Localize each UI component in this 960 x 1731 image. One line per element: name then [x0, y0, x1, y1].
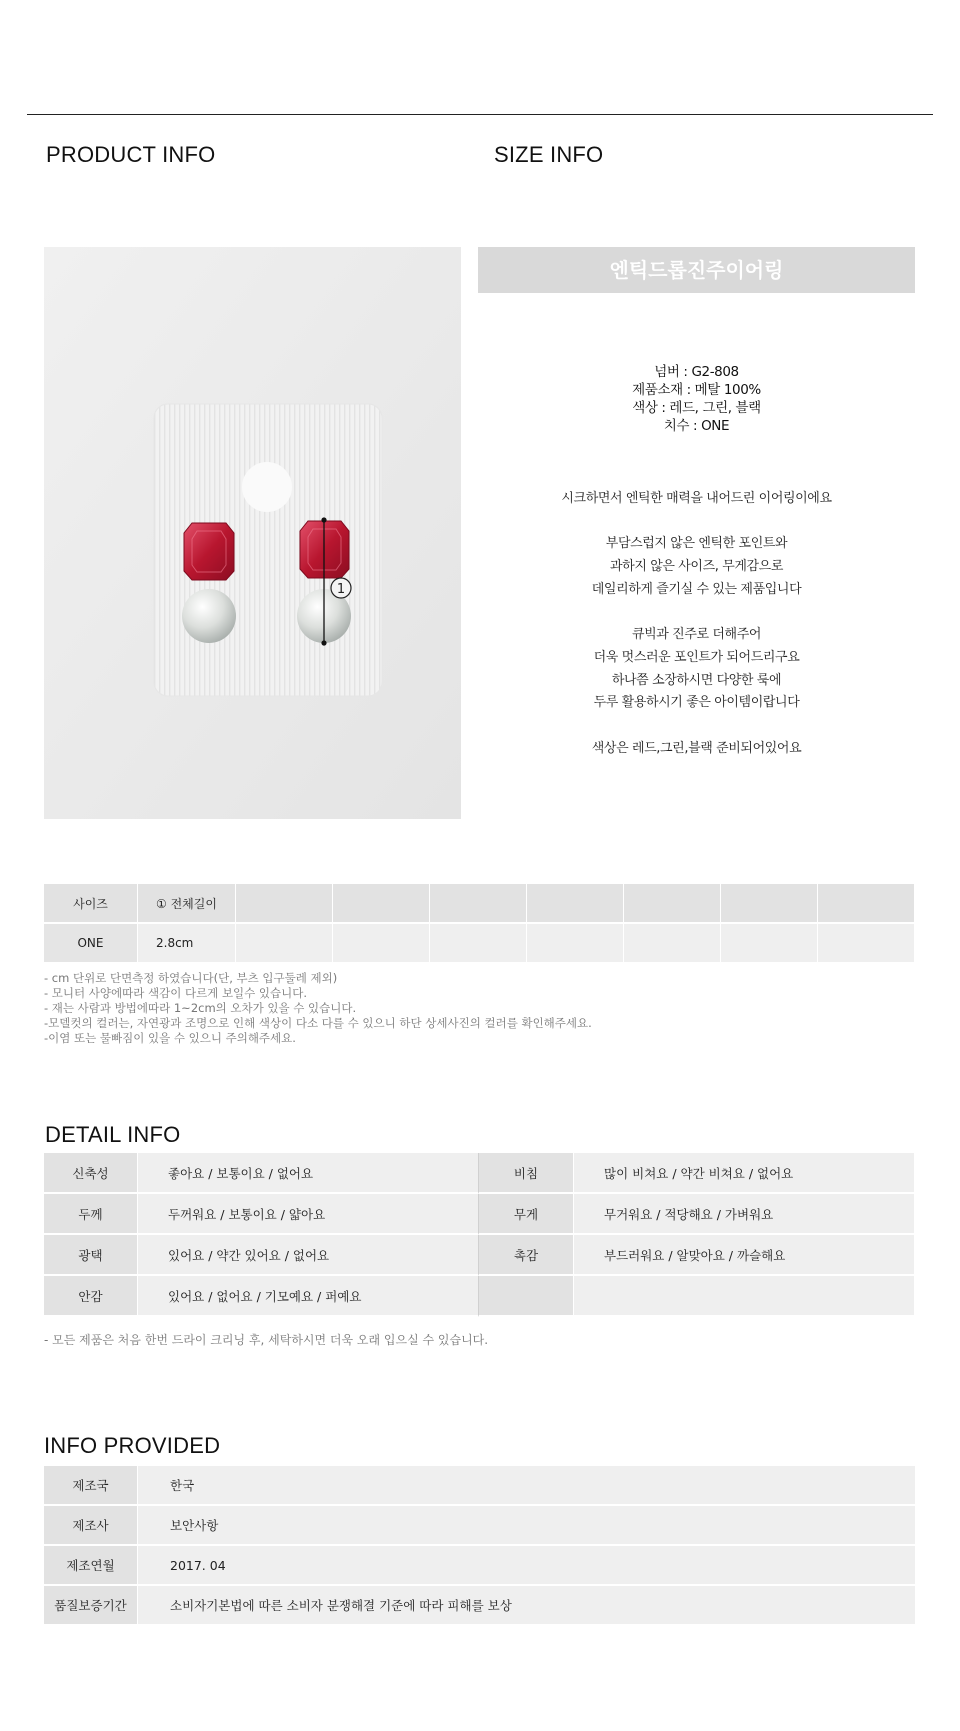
heading-detail-info: DETAIL INFO [45, 1122, 181, 1147]
detail-value: 있어요 / 약간 있어요 / 없어요 [138, 1235, 479, 1276]
size-note: - 모니터 사양에따라 색감이 다르게 보일수 있습니다. [44, 986, 308, 1000]
info-row [44, 1466, 915, 1506]
detail-value: 부드러워요 / 알맞아요 / 까슬해요 [574, 1235, 915, 1276]
spec-material: 제품소재 : 메탈 100% [632, 382, 761, 398]
detail-label: 광택 [44, 1235, 138, 1276]
info-value: 한국 [138, 1466, 915, 1506]
description-line: 하나쯤 소장하시면 다양한 룩에 [611, 672, 782, 688]
info-label: 품질보증기간 [44, 1586, 138, 1626]
size-value-cell [527, 924, 624, 964]
description-gap [478, 715, 915, 738]
detail-row [44, 1153, 915, 1194]
size-notes [44, 971, 592, 1046]
care-note: - 모든 제품은 처음 한번 드라이 크리닝 후, 세탁하시면 더욱 오래 입으실 수 있습니다. [44, 1333, 489, 1347]
size-header-cell [818, 884, 915, 924]
detail-label: 두께 [44, 1194, 138, 1235]
size-header-cell [430, 884, 527, 924]
detail-label: 무게 [479, 1194, 574, 1235]
size-value-cell [624, 924, 721, 964]
description-line: 두루 활용하시기 좋은 아이템이랍니다 [593, 695, 800, 711]
detail-value: 무거워요 / 적당해요 / 가벼워요 [574, 1194, 915, 1235]
size-value-cell: 2.8cm [138, 924, 236, 964]
size-value-cell [818, 924, 915, 964]
description-line: 색상은 레드,그린,블랙 준비되어있어요 [591, 740, 802, 756]
size-table-header [44, 884, 915, 924]
size-value-cell [236, 924, 333, 964]
spec-block [478, 363, 915, 435]
size-header-cell [333, 884, 430, 924]
spec-size: 치수 : ONE [663, 418, 730, 434]
detail-row [44, 1235, 915, 1276]
detail-label [479, 1276, 574, 1317]
detail-value: 좋아요 / 보통이요 / 없어요 [138, 1153, 479, 1194]
size-header-cell: ① 전체길이 [138, 884, 236, 924]
size-value-cell: ONE [44, 924, 138, 964]
info-row [44, 1546, 915, 1586]
product-photo [44, 247, 461, 819]
detail-value [574, 1276, 915, 1317]
size-header-cell [721, 884, 818, 924]
description-line: 과하지 않은 사이즈, 무게감으로 [610, 559, 783, 575]
spec-color: 색상 : 레드, 그린, 블랙 [632, 400, 761, 416]
info-value: 보안사항 [138, 1506, 915, 1546]
size-header-cell [624, 884, 721, 924]
detail-label: 촉감 [479, 1235, 574, 1276]
size-value-cell [333, 924, 430, 964]
size-table-row [44, 924, 915, 964]
detail-row [44, 1276, 915, 1317]
size-header-cell: 사이즈 [44, 884, 138, 924]
top-divider [27, 114, 933, 115]
info-value: 2017. 04 [138, 1546, 915, 1586]
heading-product-info: PRODUCT INFO [46, 142, 216, 167]
size-note: -이염 또는 물빠짐이 있을 수 있으니 주의해주세요. [44, 1031, 296, 1045]
size-note: - cm 단위로 단면측정 하였습니다(단, 부츠 입구둘레 제외) [44, 971, 338, 985]
detail-row [44, 1194, 915, 1235]
measure-marker: 1 [336, 582, 346, 597]
size-note: -모델컷의 컬러는, 자연광과 조명으로 인해 색상이 다소 다를 수 있으니 하단 상세사진의 컬러를 확인해주세요. [44, 1016, 592, 1030]
size-header-cell [236, 884, 333, 924]
description-line: 데일리하게 즐기실 수 있는 제품입니다 [591, 581, 802, 597]
size-header-cell [527, 884, 624, 924]
info-row [44, 1506, 915, 1546]
info-label: 제조국 [44, 1466, 138, 1506]
description-block [478, 488, 915, 760]
heading-info-provided: INFO PROVIDED [44, 1433, 221, 1458]
detail-table [44, 1153, 915, 1317]
detail-value: 많이 비쳐요 / 약간 비쳐요 / 없어요 [574, 1153, 915, 1194]
description-line: 큐빅과 진주로 더해주어 [631, 627, 762, 643]
product-name-bar: 엔틱드롭진주이어링 [478, 247, 915, 293]
description-gap [478, 602, 915, 625]
size-value-cell [430, 924, 527, 964]
info-label: 제조연월 [44, 1546, 138, 1586]
description-line: 부담스럽지 않은 엔틱한 포인트와 [605, 536, 788, 552]
detail-value: 있어요 / 없어요 / 기모예요 / 퍼예요 [138, 1276, 479, 1317]
detail-label: 신축성 [44, 1153, 138, 1194]
size-value-cell [721, 924, 818, 964]
info-value: 소비자기본법에 따른 소비자 분쟁해결 기준에 따라 피해를 보상 [138, 1586, 915, 1626]
spec-number: 넘버 : G2-808 [654, 364, 739, 380]
detail-label: 안감 [44, 1276, 138, 1317]
description-gap [478, 511, 915, 534]
detail-label: 비침 [479, 1153, 574, 1194]
info-label: 제조사 [44, 1506, 138, 1546]
size-table [44, 884, 915, 964]
info-provided-table [44, 1466, 915, 1626]
size-note: - 재는 사람과 방법에따라 1~2cm의 오차가 있을 수 있습니다. [44, 1001, 357, 1015]
info-row [44, 1586, 915, 1626]
heading-size-info: SIZE INFO [494, 142, 604, 167]
detail-value: 두꺼워요 / 보통이요 / 얇아요 [138, 1194, 479, 1235]
description-line: 시크하면서 엔틱한 매력을 내어드린 이어링이에요 [561, 491, 832, 506]
description-line: 더욱 멋스러운 포인트가 되어드리구요 [593, 649, 800, 665]
